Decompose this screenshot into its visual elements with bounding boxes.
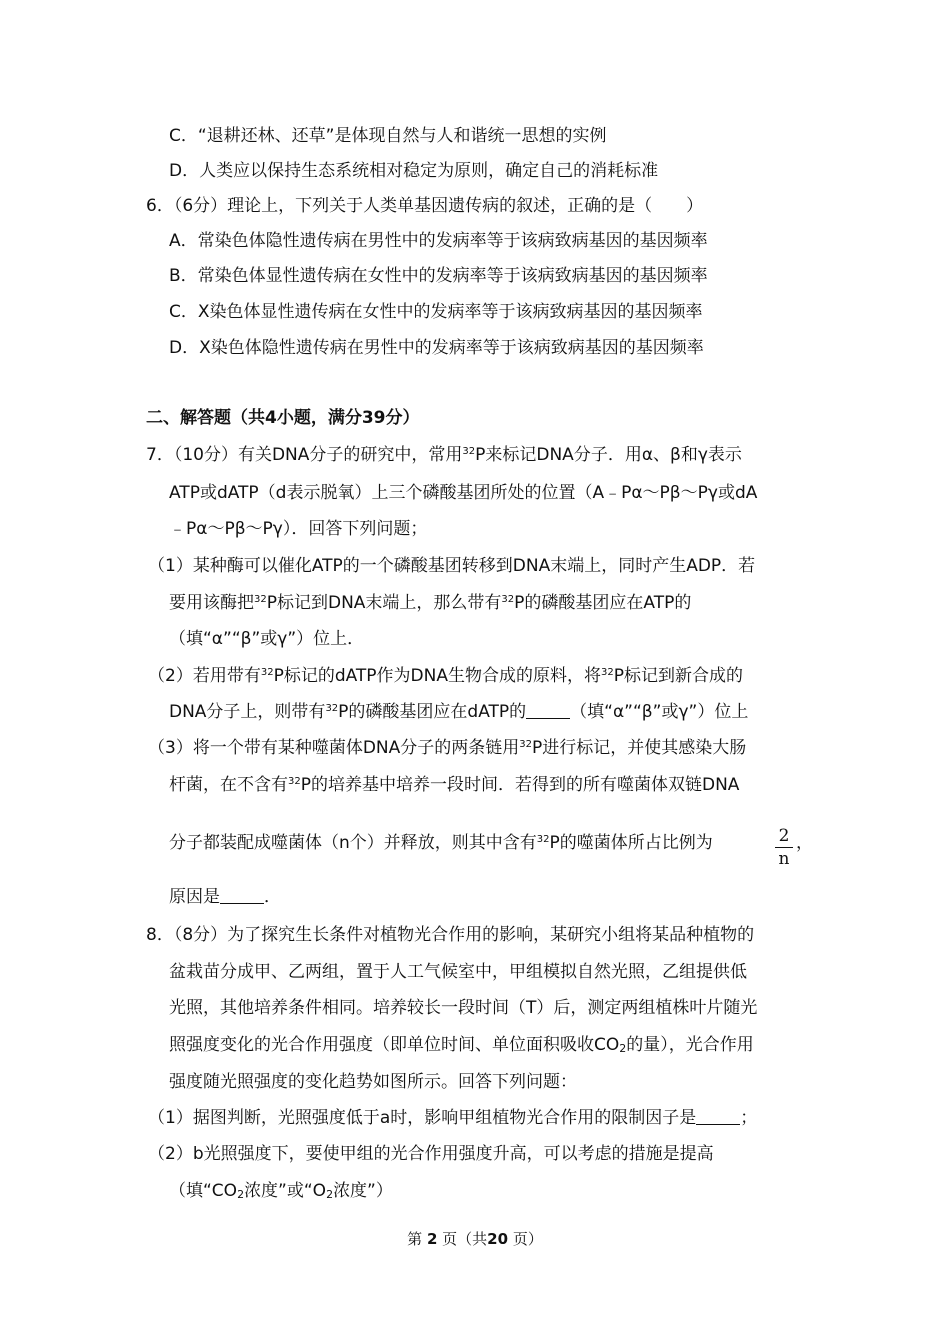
q6-stem: 6．（6分）理论上，下列关于人类单基因遗传病的叙述，正确的是（ ） [146, 196, 704, 216]
q7-part2-line-2: DNA分子上，则带有$^{32}$P的磷酸基团应在dATP的 （填“α”“β”或γ”）位上 [169, 702, 749, 722]
q7-part3-line-2: 杆菌，在不含有$^{32}$P的培养基中培养一段时间．若得到的所有噬菌体双链DNA [169, 775, 740, 795]
q7-part3-line-3: 分子都装配成噬菌体（n个）并释放，则其中含有$^{32}$P的噬菌体所占比例为 [169, 833, 713, 853]
q8-line-2: 盆栽苗分成甲、乙两组，置于人工气候室中，甲组模拟自然光照，乙组提供低 [169, 962, 747, 982]
q7-line-3: ﹣Pα～Pβ～Pγ）．回答下列问题； [169, 519, 428, 539]
page-number: 2 [426, 1230, 438, 1248]
q8-part1: （1）据图判断，光照强度低于a时，影响甲组植物光合作用的限制因子是 ； [148, 1108, 758, 1128]
fraction-comma: ， [796, 833, 813, 853]
page-footer: 第 2 页（共20 页） [407, 1230, 543, 1248]
answer-blank[interactable] [220, 887, 264, 904]
q7-part1-line-3: （填“α”“β”或γ”）位上． [169, 629, 365, 649]
q7-part1-line-1: （1）某种酶可以催化ATP的一个磷酸基团转移到DNA末端上，同时产生ADP．若 [148, 556, 756, 576]
q6-option-b: B．常染色体显性遗传病在女性中的发病率等于该病致病基因的基因频率 [169, 266, 708, 286]
fraction-2-over-n [773, 826, 795, 869]
q5-option-d: D．人类应以保持生态系统相对稳定为原则，确定自己的消耗标准 [169, 161, 659, 181]
q6-option-c: C．X染色体显性遗传病在女性中的发病率等于该病致病基因的基因频率 [169, 302, 703, 322]
q7-part2-line-1: （2）若用带有$^{32}$P标记的dATP作为DNA生物合成的原料，将$^{32}$P标记到新合成的 [148, 666, 743, 686]
q7-line-2: ATP或dATP（d表示脱氧）上三个磷酸基团所处的位置（A﹣Pα～Pβ～Pγ或dA [169, 483, 758, 503]
q6-option-d: D．X染色体隐性遗传病在男性中的发病率等于该病致病基因的基因频率 [169, 338, 704, 358]
fraction-denominator: n [778, 849, 790, 869]
q8-line-4: 照强度变化的光合作用强度（即单位时间、单位面积吸收$CO_2$的量），光合作用 [169, 1035, 754, 1055]
fraction-numerator: 2 [778, 826, 790, 846]
answer-blank[interactable] [526, 702, 570, 719]
q7-part1-line-2: 要用该酶把$^{32}$P标记到DNA末端上，那么带有$^{32}$P的磷酸基团应在ATP的 [169, 593, 692, 613]
q7-part3-line-1: （3）将一个带有某种噬菌体DNA分子的两条链用$^{32}$P进行标记，并使其感染大肠 [148, 738, 747, 758]
total-pages: 20 [487, 1230, 509, 1248]
fraction-bar [775, 847, 793, 848]
q8-line-5: 强度随光照强度的变化趋势如图所示。回答下列问题： [169, 1072, 577, 1092]
q8-part2-line-2: （填“$CO_2$浓度”或“$O_2$浓度”） [169, 1181, 393, 1201]
q7-line-1: 7．（10分）有关DNA分子的研究中，常用$^{32}$P来标记DNA分子．用α、β和γ表示 [146, 445, 742, 465]
q8-line-3: 光照，其他培养条件相同。培养较长一段时间（T）后，测定两组植株叶片随光 [169, 998, 758, 1018]
q8-line-1: 8．（8分）为了探究生长条件对植物光合作用的影响，某研究小组将某品种植物的 [146, 925, 755, 945]
section-title: 二、解答题（共4小题，满分39分） [146, 408, 420, 428]
q7-part3-line-4: 原因是 ． [169, 887, 281, 907]
answer-blank[interactable] [696, 1108, 740, 1125]
q8-part2-line-1: （2）b光照强度下，要使甲组的光合作用强度升高，可以考虑的措施是提高 [148, 1144, 714, 1164]
q6-option-a: A．常染色体隐性遗传病在男性中的发病率等于该病致病基因的基因频率 [169, 231, 708, 251]
q5-option-c: C．“退耕还林、还草”是体现自然与人和谐统一思想的实例 [169, 126, 607, 146]
